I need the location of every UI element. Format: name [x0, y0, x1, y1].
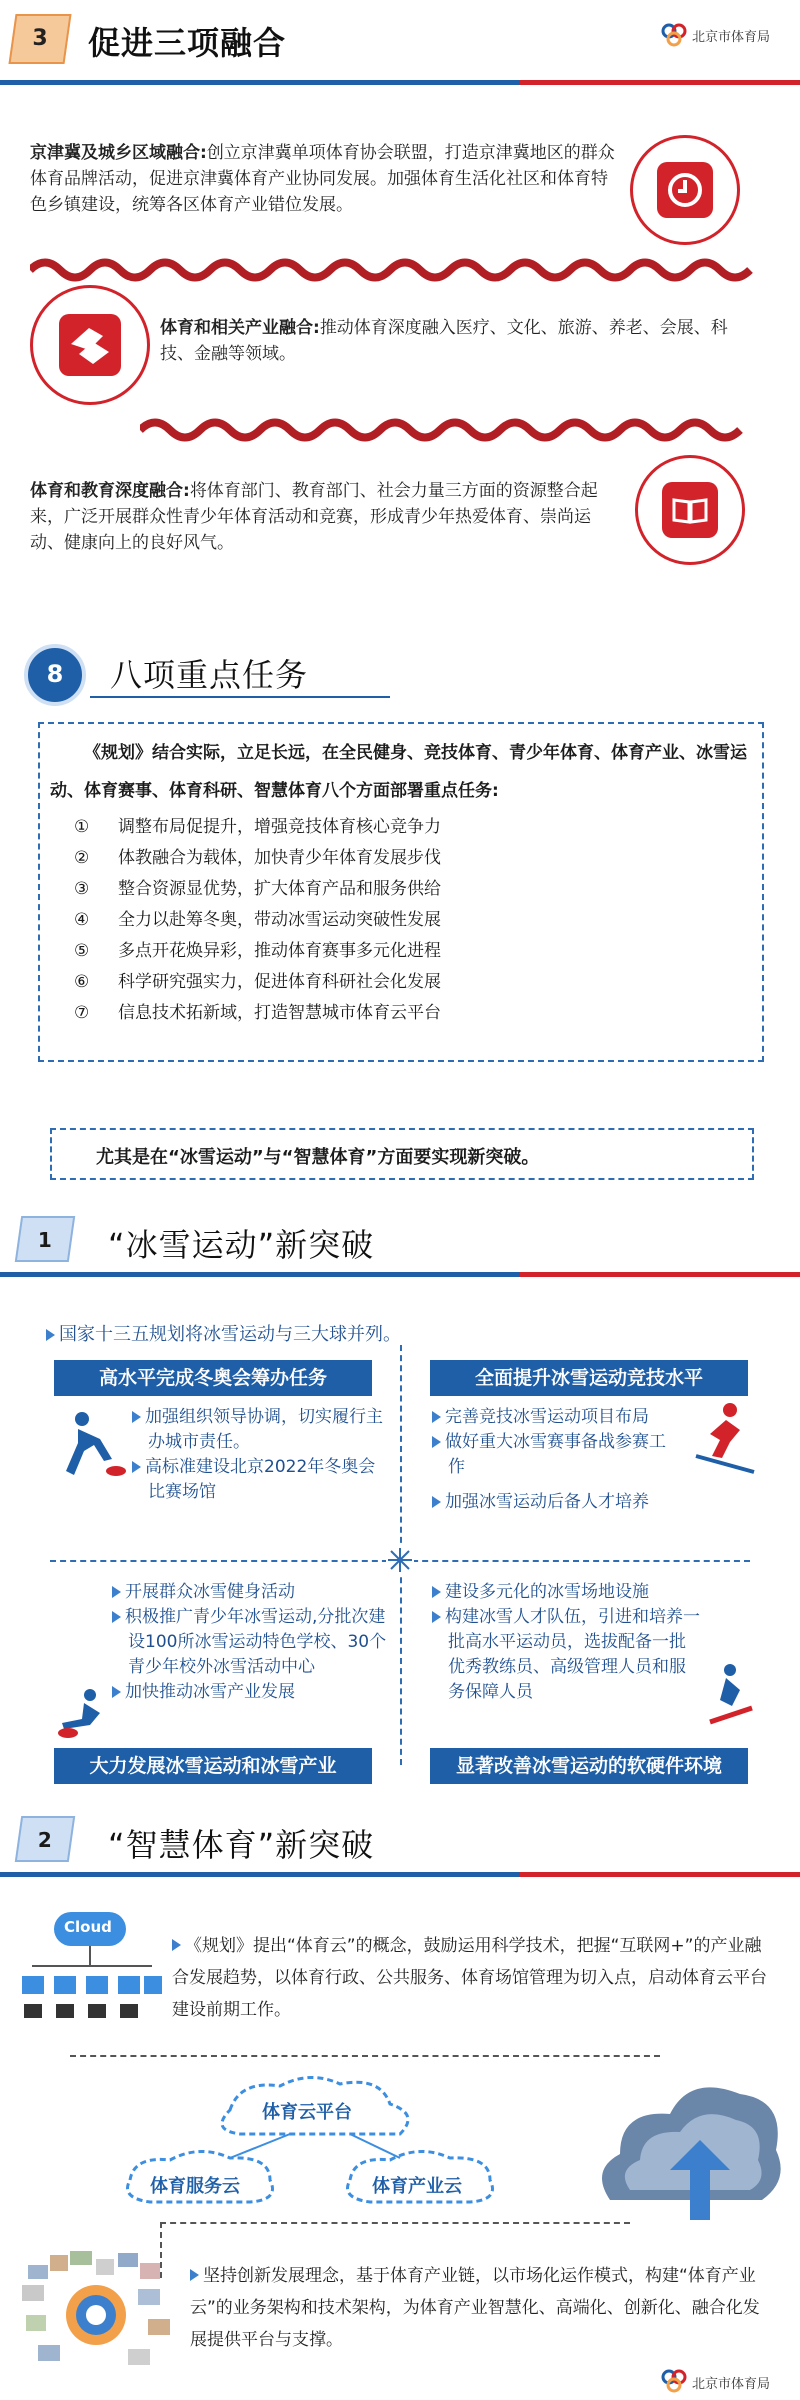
triangle-bullet-icon	[172, 1939, 181, 1951]
brand-name-bottom: 北京市体育局	[692, 2377, 771, 2392]
cloud-platform-label: 体育云平台	[262, 2102, 352, 2123]
ice-tl-list	[132, 1405, 387, 1505]
ice-lead: 国家十三五规划将冰雪运动与三大球并列。	[46, 1322, 401, 1347]
cloud-industry-label: 体育产业云	[372, 2176, 462, 2197]
tasks-intro: 《规划》结合实际，立足长远，在全民健身、竞技体育、青少年体育、体育产业、冰雪运动、体育赛事、体育科研、智慧体育八个方面部署重点任务:	[50, 743, 747, 801]
list-item: 加强组织领导协调，切实履行主办城市责任。	[132, 1405, 387, 1455]
header-stripe-blue	[0, 80, 520, 85]
book-icon	[635, 455, 745, 565]
header-stripe-red	[520, 80, 800, 85]
task-item: ① 调整布局促提升，增强竞技体育核心竞争力	[74, 817, 441, 837]
ice-stripe-red	[520, 1272, 800, 1277]
smart-dashed-line-1	[70, 2055, 660, 2057]
task-item: ④ 全力以赴筹冬奥，带动冰雪运动突破性发展	[74, 910, 441, 930]
triangle-bullet-icon	[46, 1329, 55, 1341]
ice-header	[0, 1210, 800, 1285]
ice-tr-list	[432, 1405, 682, 1515]
curling-athlete-icon	[60, 1405, 130, 1485]
smart-title: “智慧体育”新突破	[108, 1826, 375, 1864]
integration-item-2	[160, 315, 740, 367]
ice-tr-head: 全面提升冰雪运动竞技水平	[430, 1360, 748, 1396]
triangle-bullet-icon	[190, 2269, 199, 2281]
section8-title: 八项重点任务	[110, 656, 309, 694]
list-item: 完善竞技冰雪运动项目布局	[432, 1405, 682, 1430]
ice-bl-list	[112, 1580, 392, 1705]
ice-br-list	[432, 1580, 702, 1705]
snowflake-icon	[386, 1546, 414, 1574]
integration-item-3	[30, 478, 620, 556]
smart-stripe-red	[520, 1872, 800, 1877]
cloud-label: Cloud	[64, 1918, 112, 1936]
section8-badge	[24, 644, 86, 706]
olympic-rings-icon	[660, 2368, 688, 2394]
ice-bl-head: 大力发展冰雪运动和冰雪产业	[54, 1748, 372, 1784]
task-item: ③ 整合资源显优势，扩大体育产品和服务供给	[74, 879, 441, 899]
smart-para2: 坚持创新发展理念，基于体育产业链，以市场化运作模式，构建“体育产业云”的业务架构和技术架构，为体育产业智慧化、高端化、创新化、融合化发展提供平台与支撑。	[190, 2266, 760, 2350]
smart-badge	[15, 1816, 75, 1862]
section8-badge-number: 8	[46, 660, 64, 688]
integration-item-1	[30, 140, 620, 218]
section8-header	[0, 640, 800, 710]
ice-badge	[15, 1216, 75, 1262]
brand-logo-top	[660, 20, 790, 50]
handshake-icon	[30, 285, 150, 405]
smart-stripe-blue	[0, 1872, 520, 1877]
list-item: 积极推广青少年冰雪运动,分批次建设100所冰雪运动特色学校、30个青少年校外冰雪活动中心	[112, 1605, 392, 1680]
tasks-box	[38, 722, 764, 1062]
list-item: 高标准建设北京2022年冬奥会比赛场馆	[132, 1455, 387, 1505]
ice-title: “冰雪运动”新突破	[108, 1226, 375, 1264]
section3-badge	[8, 14, 71, 64]
list-item: 加快推动冰雪产业发展	[112, 1680, 392, 1705]
integration-item-3-text: 将体育部门、教育部门、社会力量三方面的资源整合起来，广泛开展群众性青少年体育活动和竞赛，形成青少年热爱体育、崇尚运动、健康向上的良好风气。	[30, 481, 598, 553]
integration-item-3-label: 体育和教育深度融合:	[30, 481, 190, 501]
section3-title: 促进三项融合	[88, 24, 287, 62]
ice-br-head: 显著改善冰雪运动的软硬件环境	[430, 1748, 748, 1784]
smart-badge-number: 2	[37, 1828, 52, 1852]
task-item: ② 体教融合为载体，加快青少年体育发展步伐	[74, 848, 441, 868]
integration-item-2-label: 体育和相关产业融合:	[160, 318, 320, 338]
section8-underline	[90, 696, 390, 698]
task-item: ⑦ 信息技术拓新域，打造智慧城市体育云平台	[74, 1003, 441, 1023]
ice-stripe-blue	[0, 1272, 520, 1277]
task-item: ⑥ 科学研究强实力，促进体育科研社会化发展	[74, 972, 441, 992]
smart-para1: 《规划》提出“体育云”的概念，鼓励运用科学技术，把握“互联网+”的产业融合发展趋势，以体育行政、公共服务、体育场馆管理为切入点，启动体育云平台建设前期工作。	[172, 1936, 767, 2020]
list-item: 做好重大冰雪赛事备战参赛工作	[432, 1430, 682, 1480]
cloud-network-icon	[20, 1910, 165, 2035]
curling-stone-icon	[50, 1685, 120, 1740]
highlight-text: 尤其是在“冰雪运动”与“智慧体育”方面要实现新突破。	[96, 1147, 540, 1168]
cloud-service-label: 体育服务云	[150, 2176, 240, 2197]
wave-divider-1	[30, 255, 770, 285]
task-item: ⑤ 多点开花焕异彩，推动体育赛事多元化进程	[74, 941, 441, 961]
list-item: 加强冰雪运动后备人才培养	[432, 1490, 682, 1515]
list-item: 构建冰雪人才队伍，引进和培养一批高水平运动员，选拔配备一批优秀教练员、高级管理人员和服务保障人员	[432, 1605, 702, 1705]
integration-item-1-text: 创立京津冀单项体育协会联盟，打造京津冀地区的群众体育品牌活动，促进京津冀体育产业协同发展。加强体育生活化社区和体育特色乡镇建设，统筹各区体育产业错位发展。	[30, 143, 615, 215]
snowboarder-icon	[700, 1660, 760, 1740]
integration-item-2-text: 推动体育深度融入医疗、文化、旅游、养老、会展、科技、金融等领域。	[160, 318, 728, 364]
ice-badge-number: 1	[37, 1228, 52, 1252]
smart-dashed-line-2	[160, 2222, 630, 2224]
mosaic-cloud-icon	[590, 2060, 790, 2230]
skier-icon	[690, 1400, 760, 1480]
olympic-rings-icon	[660, 22, 688, 48]
section3-badge-number: 3	[32, 26, 48, 51]
smart-header	[0, 1810, 800, 1885]
list-item: 建设多元化的冰雪场地设施	[432, 1580, 702, 1605]
sports-mosaic-icon	[18, 2245, 183, 2380]
brand-logo-bottom	[660, 2368, 790, 2396]
tasks-list	[74, 812, 734, 1029]
brand-name: 北京市体育局	[692, 30, 771, 45]
highlight-box	[50, 1128, 754, 1180]
wave-divider-2	[140, 415, 760, 445]
list-item: 开展群众冰雪健身活动	[112, 1580, 392, 1605]
ice-tl-head: 高水平完成冬奥会筹办任务	[54, 1360, 372, 1396]
section3-header	[0, 0, 800, 95]
clock-pin-icon	[630, 135, 740, 245]
integration-item-1-label: 京津冀及城乡区域融合:	[30, 143, 207, 163]
